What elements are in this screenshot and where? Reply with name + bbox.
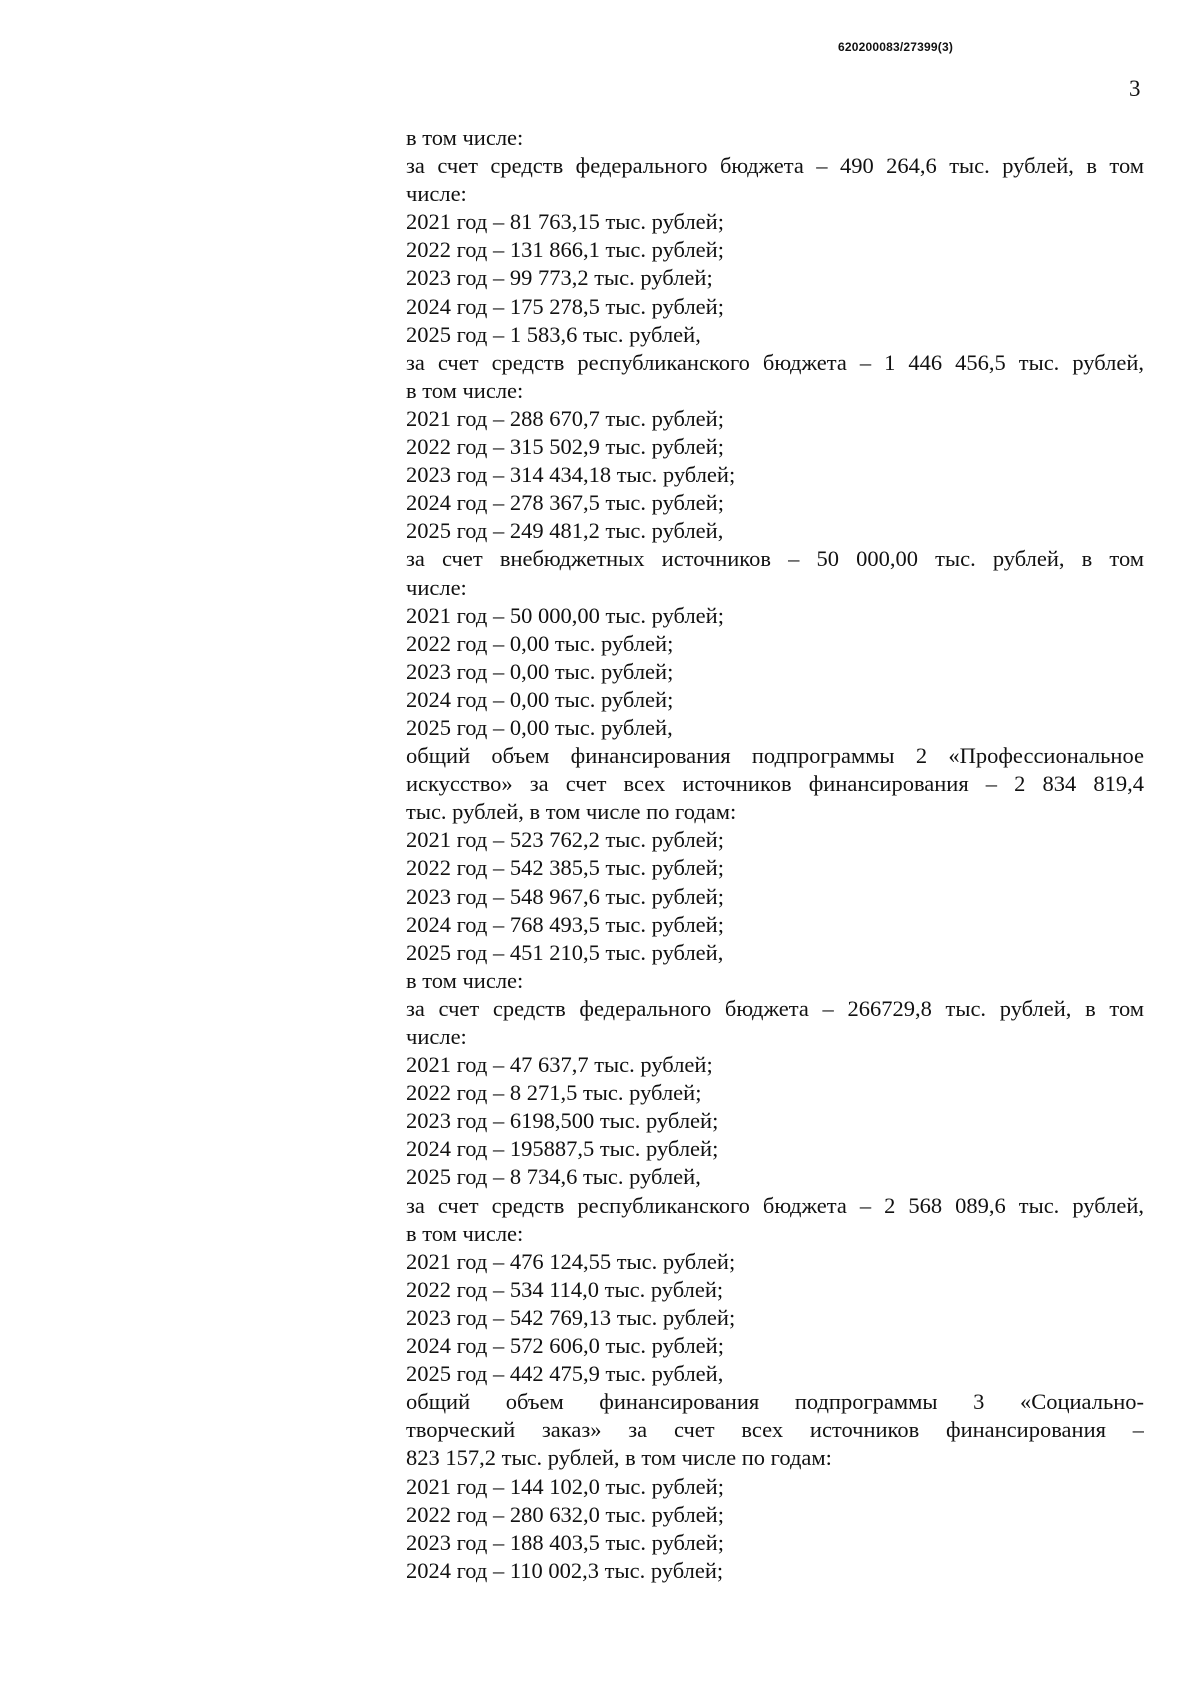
text-line: 2022 год – 534 114,0 тыс. рублей; [406,1276,724,1302]
text-line: за счет средств республиканского бюджета – 1 446 456,5 тыс. рублей, [406,349,1144,375]
text-line: тыс. рублей, в том числе по годам: [406,799,737,825]
text-line: творческий заказ» за счет всех источников финансирования – [406,1417,1144,1443]
text-line: в том числе: [406,967,524,993]
text-line: 2022 год – 315 502,9 тыс. рублей; [406,434,724,460]
text-line: числе: [406,1024,467,1049]
text-line: 2021 год – 50 000,00 тыс. рублей; [406,602,724,628]
text-line: числе: [406,574,467,600]
text-line: за счет средств республиканского бюджета – 2 568 089,6 тыс. рублей, [406,1192,1144,1218]
text-line: в том числе: [406,377,524,403]
text-line: искусство» за счет всех источников финансирования – 2 834 819,4 [406,771,1144,797]
text-line: 2022 год – 280 632,0 тыс. рублей; [406,1501,724,1527]
text-line: 2021 год – 523 762,2 тыс. рублей; [406,827,724,853]
text-line: 2024 год – 768 493,5 тыс. рублей; [406,911,724,937]
text-line: 2022 год – 542 385,5 тыс. рублей; [406,855,724,881]
text-line: 2024 год – 175 278,5 тыс. рублей; [406,293,724,319]
page-number: 3 [1129,76,1141,101]
text-line: общий объем финансирования подпрограммы 3 «Социально- [406,1389,1144,1415]
text-line: 2021 год – 81 763,15 тыс. рублей; [406,209,724,235]
text-line: 2021 год – 288 670,7 тыс. рублей; [406,405,724,431]
text-line: 2024 год – 110 002,3 тыс. рублей; [406,1557,724,1583]
text-line: 2022 год – 131 866,1 тыс. рублей; [406,237,724,263]
text-line: 2024 год – 278 367,5 тыс. рублей; [406,490,724,516]
text-line: общий объем финансирования подпрограммы 2 «Профессиональное [406,743,1144,769]
text-line: 2023 год – 314 434,18 тыс. рублей; [406,462,736,488]
document-id: 620200083/27399(3) [838,40,954,54]
text-line: 2025 год – 442 475,9 тыс. рублей, [406,1361,724,1387]
text-line: в том числе: [406,1220,524,1246]
text-line: 2022 год – 0,00 тыс. рублей; [406,630,674,656]
text-line: 2023 год – 548 967,6 тыс. рублей; [406,883,724,909]
text-line: за счет внебюджетных источников – 50 000,00 тыс. рублей, в том [406,546,1144,572]
text-line: 2021 год – 47 637,7 тыс. рублей; [406,1052,713,1078]
text-line: 2023 год – 542 769,13 тыс. рублей; [406,1304,736,1330]
text-line: 2021 год – 476 124,55 тыс. рублей; [406,1248,736,1274]
text-line: 2023 год – 188 403,5 тыс. рублей; [406,1529,724,1555]
text-line: 2023 год – 6198,500 тыс. рублей; [406,1108,719,1134]
text-line: 823 157,2 тыс. рублей, в том числе по годам: [406,1445,832,1471]
text-line: 2025 год – 451 210,5 тыс. рублей, [406,939,724,965]
text-line: 2023 год – 99 773,2 тыс. рублей; [406,265,713,291]
text-line: 2025 год – 249 481,2 тыс. рублей, [406,518,724,544]
text-line: 2024 год – 572 606,0 тыс. рублей; [406,1333,724,1359]
text-line: 2021 год – 144 102,0 тыс. рублей; [406,1473,724,1499]
text-line: 2024 год – 195887,5 тыс. рублей; [406,1136,719,1162]
text-line: 2025 год – 0,00 тыс. рублей, [406,714,673,740]
text-line: числе: [406,181,467,207]
text-line: за счет средств федерального бюджета – 266729,8 тыс. рублей, в том [406,995,1144,1021]
text-line: в том числе: [406,125,524,150]
text-line: 2022 год – 8 271,5 тыс. рублей; [406,1080,702,1106]
text-line: 2025 год – 1 583,6 тыс. рублей, [406,321,701,347]
text-line: 2024 год – 0,00 тыс. рублей; [406,686,674,712]
text-line: 2023 год – 0,00 тыс. рублей; [406,658,674,684]
text-line: 2025 год – 8 734,6 тыс. рублей, [406,1164,701,1190]
document-body [406,124,1144,1585]
text-line: за счет средств федерального бюджета – 490 264,6 тыс. рублей, в том [406,153,1144,179]
